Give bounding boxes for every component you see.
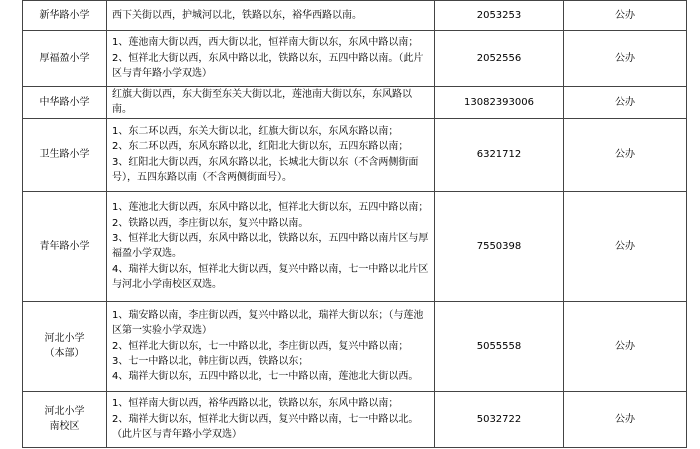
table-row xyxy=(23,31,687,87)
district-area-cell xyxy=(107,301,435,391)
school-name-cell xyxy=(23,118,107,191)
district-area-cell xyxy=(107,87,435,119)
school-name-cell xyxy=(23,87,107,119)
district-line: 红旗大街以西，东大街至东关大街以北，莲池南大街以东，东风路以南。 xyxy=(112,89,412,116)
district-line: 1、莲池北大街以西，东风中路以北，恒祥北大街以东，五四中路以南； xyxy=(112,202,429,214)
district-line: 2、恒祥北大街以东，七一中路以北，李庄街以西，复兴中路以南； xyxy=(112,340,409,352)
district-line: 3、红阳北大街以西，东风东路以北，长城北大街以东（不含两侧街面号），五四东路以南（不含两侧街面号）。 xyxy=(112,156,419,184)
school-type-cell: 公办 xyxy=(564,191,687,301)
district-line: 西下关街以西，护城河以北，铁路以东，裕华西路以南。 xyxy=(112,9,362,21)
district-line: 4、瑞祥大街以东，恒祥北大街以西，复兴中路以南，七一中路以北片区与河北小学南校区双选。 xyxy=(112,263,429,291)
school-type-cell: 公办 xyxy=(564,87,687,119)
table-row xyxy=(23,191,687,301)
phone-cell: 5055558 xyxy=(435,301,564,391)
school-name-cell xyxy=(23,191,107,301)
school-name-cell xyxy=(23,301,107,391)
district-line: 2、瑞祥大街以东，恒祥北大街以西，复兴中路以南，七一中路以北。（此片区与青年路小学双选） xyxy=(112,413,419,441)
school-name: 厚福盈小学 xyxy=(39,52,90,64)
school-name: 卫生路小学 xyxy=(39,149,90,161)
phone-cell: 6321712 xyxy=(435,118,564,191)
district-line: 2、东二环以西，东风东路以北，红阳北大街以东，五四东路以南； xyxy=(112,141,409,153)
district-area-cell xyxy=(107,1,435,31)
school-name-cell xyxy=(23,31,107,87)
district-line: 1、恒祥南大街以西，裕华西路以北，铁路以东，东风中路以南； xyxy=(112,398,399,410)
district-line: 4、瑞祥大街以东，五四中路以北，七一中路以南，莲池北大街以西。 xyxy=(112,371,419,383)
phone-cell: 2052556 xyxy=(435,31,564,87)
district-line: 2、铁路以西，李庄街以东，复兴中路以南。 xyxy=(112,217,309,229)
table-row xyxy=(23,301,687,391)
school-type-cell: 公办 xyxy=(564,391,687,447)
school-district-table xyxy=(22,0,687,448)
school-campus: （本部） xyxy=(44,348,85,360)
table-row xyxy=(23,87,687,119)
school-type-cell: 公办 xyxy=(564,1,687,31)
phone-cell: 5032722 xyxy=(435,391,564,447)
district-area-cell xyxy=(107,391,435,447)
district-area-cell xyxy=(107,191,435,301)
school-type-cell: 公办 xyxy=(564,118,687,191)
phone-cell: 7550398 xyxy=(435,191,564,301)
district-line: 3、恒祥北大街以西，东风中路以北，铁路以东，五四中路以南片区与厚福盈小学双选。 xyxy=(112,232,429,260)
district-area-cell xyxy=(107,118,435,191)
district-line: 1、东二环以西，东关大街以北，红旗大街以东，东风东路以南； xyxy=(112,126,399,137)
phone-cell: 2053253 xyxy=(435,1,564,31)
table-row xyxy=(23,118,687,191)
school-type-cell: 公办 xyxy=(564,31,687,87)
school-name: 河北小学 xyxy=(44,405,85,417)
district-line: 1、瑞安路以南，李庄街以西，复兴中路以北，瑞祥大街以东；（与莲池区第一实验小学双选） xyxy=(112,309,424,337)
table-row xyxy=(23,1,687,31)
school-name: 新华路小学 xyxy=(39,9,90,21)
school-name: 中华路小学 xyxy=(39,96,90,108)
district-line: 1、莲池南大街以西，西大街以北，恒祥南大街以东，东风中路以南； xyxy=(112,37,419,49)
table-row xyxy=(23,391,687,447)
school-name-cell xyxy=(23,391,107,447)
phone-cell: 13082393006 xyxy=(435,87,564,119)
school-campus: 南校区 xyxy=(49,421,80,433)
school-name: 青年路小学 xyxy=(39,240,90,252)
district-line: 2、恒祥北大街以西，东风中路以北，铁路以东，五四中路以南。（此片区与青年路小学双选） xyxy=(112,52,424,80)
school-type-cell: 公办 xyxy=(564,301,687,391)
school-name: 河北小学 xyxy=(44,332,85,344)
district-line: 3、七一中路以北，韩庄街以西，铁路以东； xyxy=(112,356,309,368)
district-area-cell xyxy=(107,31,435,87)
school-name-cell xyxy=(23,1,107,31)
